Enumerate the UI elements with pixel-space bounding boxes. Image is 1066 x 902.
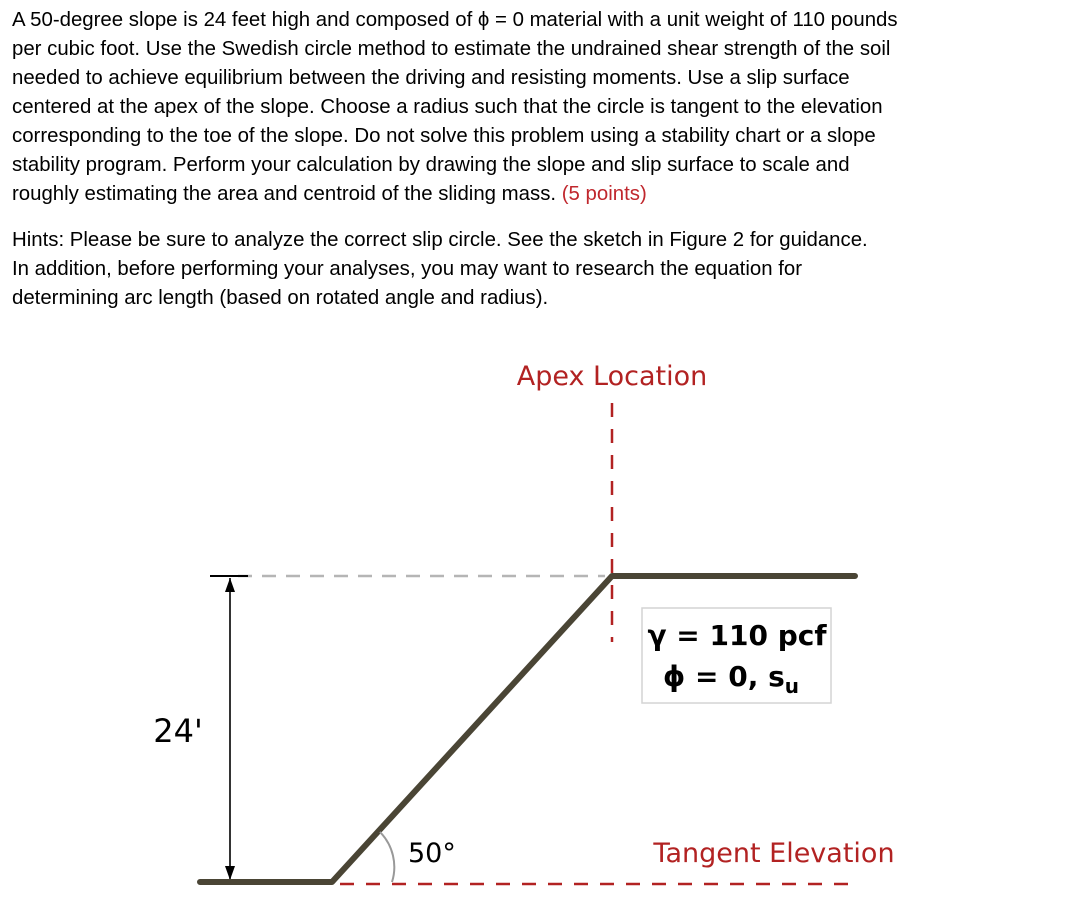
apex-location-label: Apex Location <box>516 361 708 392</box>
problem-line: needed to achieve equilibrium between the driving and resisting moments. Use a slip surface <box>12 67 850 89</box>
arrow-up-icon <box>225 578 235 592</box>
hints-line: determining arc length (based on rotated angle and radius). <box>12 287 549 309</box>
angle-label: 50° <box>408 838 456 869</box>
phi-su-text: ϕ = 0, s <box>662 660 785 693</box>
problem-line: per cubic foot. Use the Swedish circle method to estimate the undrained shear strength of the soil <box>12 38 891 60</box>
hints-line: In addition, before performing your analyses, you may want to research the equation for <box>12 258 803 280</box>
tangent-elevation-label: Tangent Elevation <box>653 838 895 869</box>
problem-line: A 50-degree slope is 24 feet high and composed of ϕ = 0 material with a unit weight of 110 pounds <box>12 9 898 31</box>
points-label: (5 points) <box>561 183 647 205</box>
problem-line: centered at the apex of the slope. Choose a radius such that the circle is tangent to the elevation <box>12 96 883 118</box>
problem-line: stability program. Perform your calculation by drawing the slope and slip surface to scale and <box>12 154 850 176</box>
angle-arc <box>380 832 394 882</box>
hints-line: Hints: Please be sure to analyze the correct slip circle. See the sketch in Figure 2 for guidance. <box>12 229 868 251</box>
unit-weight-label: γ = 110 pcf <box>647 619 827 652</box>
strength-label <box>663 660 799 698</box>
arrow-down-icon <box>225 866 235 880</box>
su-subscript: u <box>784 674 800 698</box>
height-label: 24' <box>153 712 203 750</box>
problem-line: roughly estimating the area and centroid of the sliding mass. <box>12 183 557 205</box>
problem-line: corresponding to the toe of the slope. Do not solve this problem using a stability chart or a slope <box>12 125 876 147</box>
